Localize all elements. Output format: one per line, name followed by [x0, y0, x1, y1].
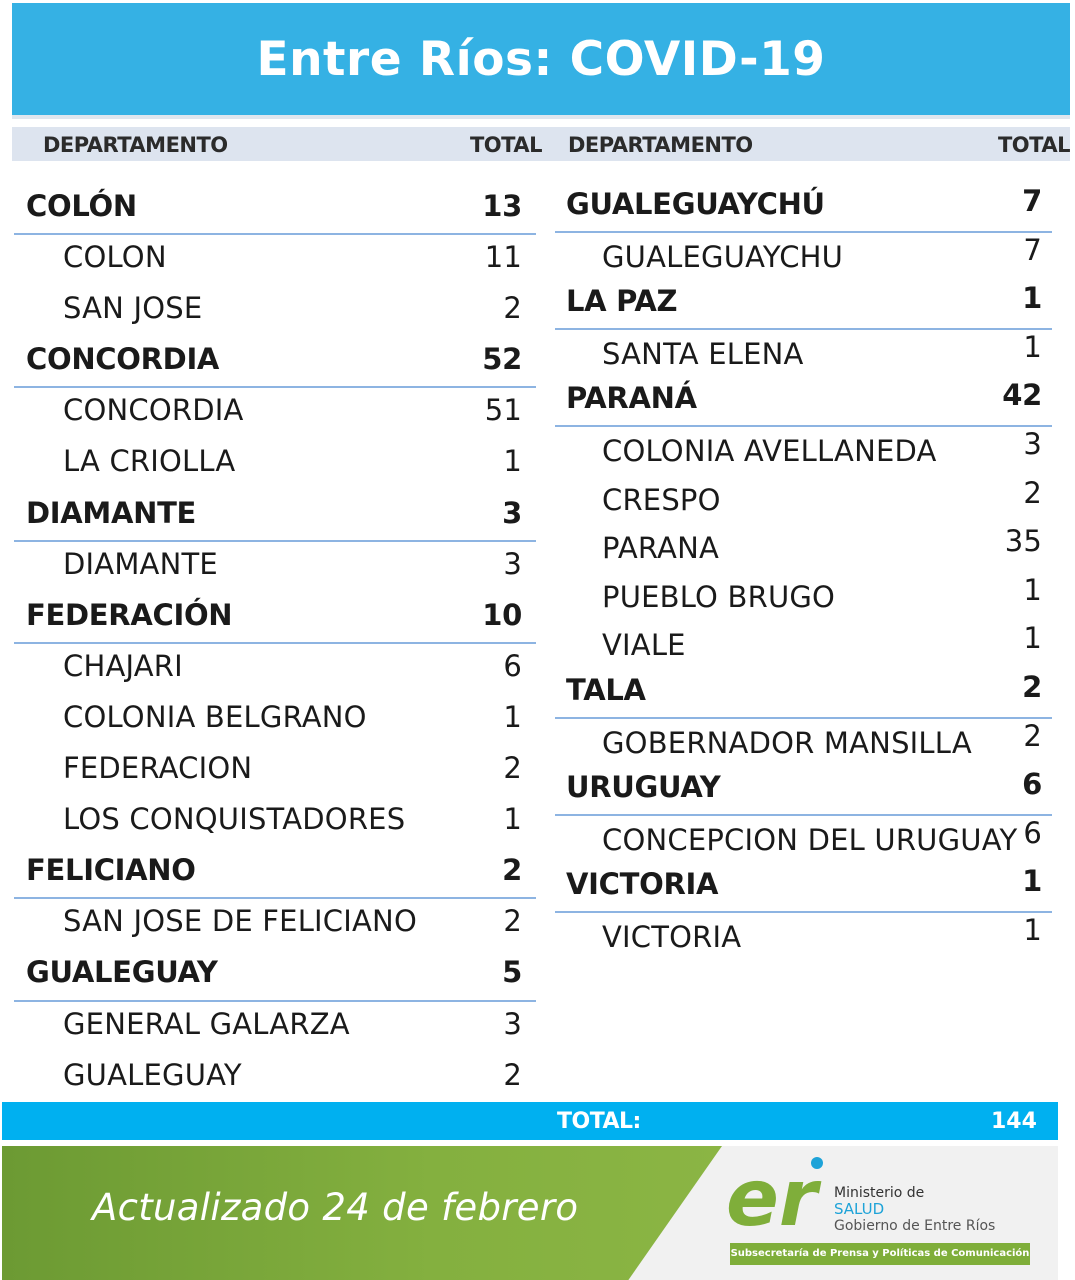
locality-name: CRESPO — [602, 482, 721, 517]
locality-row — [14, 540, 536, 591]
locality-name: COLONIA AVELLANEDA — [602, 433, 937, 468]
locality-row — [14, 284, 536, 335]
department-total: 52 — [482, 342, 522, 377]
department-row — [555, 182, 1052, 231]
department-name: PARANÁ — [566, 381, 697, 416]
department-name: GUALEGUAYCHÚ — [566, 187, 825, 221]
department-row — [14, 182, 536, 233]
locality-total: 3 — [1023, 426, 1042, 461]
department-total: 42 — [1002, 378, 1042, 413]
total-label: TOTAL: — [557, 1109, 641, 1134]
locality-row — [555, 911, 1052, 960]
locality-row — [14, 693, 536, 744]
locality-total: 1 — [1023, 621, 1042, 656]
department-name: VICTORIA — [566, 867, 719, 902]
locality-row — [14, 795, 536, 846]
department-total: 5 — [502, 955, 522, 990]
locality-name: VICTORIA — [602, 919, 742, 954]
locality-total: 1 — [503, 802, 522, 837]
department-row — [14, 335, 536, 386]
department-name: LA PAZ — [566, 284, 678, 319]
locality-name: FEDERACION — [63, 751, 253, 786]
department-row — [14, 489, 536, 540]
column-header-departamento: DEPARTAMENTO — [43, 133, 228, 157]
locality-row — [555, 717, 1052, 766]
locality-row — [555, 814, 1052, 863]
department-total: 2 — [502, 853, 522, 888]
er-logo — [726, 1155, 836, 1235]
department-row — [555, 279, 1052, 328]
locality-row — [14, 897, 536, 948]
locality-row — [555, 425, 1052, 474]
locality-name: COLON — [63, 240, 167, 275]
locality-name: PARANA — [602, 531, 720, 566]
locality-total: 1 — [1023, 329, 1042, 364]
total-bar — [2, 1102, 1058, 1140]
department-row — [14, 948, 536, 999]
locality-total: 11 — [484, 240, 522, 275]
locality-total: 2 — [503, 291, 522, 326]
locality-name: LOS CONQUISTADORES — [63, 802, 406, 837]
department-total: 10 — [482, 597, 522, 632]
locality-row — [14, 1000, 536, 1051]
locality-name: CONCORDIA — [63, 393, 244, 428]
department-total: 1 — [1022, 864, 1042, 899]
department-row — [555, 862, 1052, 911]
department-row — [555, 765, 1052, 814]
locality-name: GUALEGUAYCHU — [602, 239, 844, 274]
departments-table-left — [14, 182, 536, 1102]
locality-name: DIAMANTE — [63, 546, 218, 581]
locality-name: CONCEPCION DEL URUGUAY — [602, 822, 1018, 857]
locality-name: GOBERNADOR MANSILLA — [602, 725, 972, 760]
locality-name: COLONIA BELGRANO — [63, 699, 367, 734]
locality-total: 2 — [503, 751, 522, 786]
locality-total: 51 — [484, 393, 522, 428]
title-banner — [12, 3, 1070, 115]
ministry-line-1: Ministerio de — [834, 1185, 925, 1201]
department-total: 13 — [482, 189, 522, 223]
locality-total: 3 — [503, 1006, 522, 1041]
department-row — [555, 376, 1052, 425]
locality-total: 2 — [1023, 718, 1042, 753]
department-row — [14, 591, 536, 642]
department-name: DIAMANTE — [26, 495, 197, 530]
ministry-line-3: Gobierno de Entre Ríos — [834, 1218, 996, 1234]
column-header-total: TOTAL — [997, 133, 1070, 157]
locality-total: 2 — [1023, 475, 1042, 510]
total-value: 144 — [991, 1109, 1037, 1134]
department-total: 7 — [1022, 184, 1042, 218]
department-name: CONCORDIA — [26, 342, 220, 377]
department-name: GUALEGUAY — [26, 955, 218, 990]
department-name: COLÓN — [26, 189, 137, 223]
locality-total: 1 — [503, 444, 522, 479]
column-header-total: TOTAL — [469, 133, 542, 157]
locality-row — [555, 231, 1052, 280]
updated-date: Actualizado 24 de febrero — [92, 1186, 579, 1229]
locality-row — [555, 571, 1052, 620]
department-name: TALA — [566, 672, 646, 707]
locality-total: 3 — [503, 546, 522, 581]
locality-total: 2 — [503, 904, 522, 939]
locality-row — [555, 474, 1052, 523]
department-name: FEDERACIÓN — [26, 597, 233, 632]
locality-total: 35 — [1004, 524, 1042, 559]
locality-name: GENERAL GALARZA — [63, 1006, 350, 1041]
subsecretaria-banner: Subsecretaría de Prensa y Políticas de Comunicación — [730, 1243, 1030, 1265]
ministry-logo-text — [834, 1185, 995, 1234]
department-name: FELICIANO — [26, 853, 196, 888]
locality-row — [14, 386, 536, 437]
locality-total: 1 — [1023, 572, 1042, 607]
ministry-line-2: SALUD — [834, 1200, 885, 1218]
column-header-departamento: DEPARTAMENTO — [568, 133, 753, 157]
locality-name: SAN JOSE — [63, 291, 203, 326]
locality-row — [14, 437, 536, 488]
department-row — [555, 668, 1052, 717]
locality-name: SANTA ELENA — [602, 336, 804, 371]
page-title: Entre Ríos: COVID-19 — [256, 31, 826, 87]
department-total: 3 — [502, 495, 522, 530]
locality-total: 1 — [1023, 912, 1042, 947]
column-header-right — [544, 127, 1070, 161]
column-header-left — [12, 127, 544, 161]
locality-row — [555, 328, 1052, 377]
department-row — [14, 846, 536, 897]
er-logo-text: er — [726, 1155, 818, 1235]
locality-row — [14, 744, 536, 795]
locality-row — [555, 619, 1052, 668]
departments-table-right — [555, 182, 1052, 960]
locality-name: CHAJARI — [63, 648, 183, 683]
department-name: URUGUAY — [566, 770, 721, 805]
locality-name: LA CRIOLLA — [63, 444, 236, 479]
department-total: 2 — [1022, 669, 1042, 704]
locality-total: 1 — [503, 699, 522, 734]
department-total: 1 — [1022, 281, 1042, 316]
locality-total: 2 — [503, 1057, 522, 1092]
locality-total: 6 — [1023, 815, 1042, 850]
locality-name: GUALEGUAY — [63, 1057, 242, 1092]
locality-total: 6 — [503, 648, 522, 683]
locality-row — [14, 642, 536, 693]
locality-row — [14, 1051, 536, 1102]
locality-name: PUEBLO BRUGO — [602, 579, 836, 614]
locality-name: VIALE — [602, 628, 686, 663]
locality-row — [555, 522, 1052, 571]
locality-name: SAN JOSE DE FELICIANO — [63, 904, 417, 939]
department-total: 6 — [1022, 767, 1042, 802]
locality-row — [14, 233, 536, 284]
locality-total: 7 — [1023, 232, 1042, 267]
